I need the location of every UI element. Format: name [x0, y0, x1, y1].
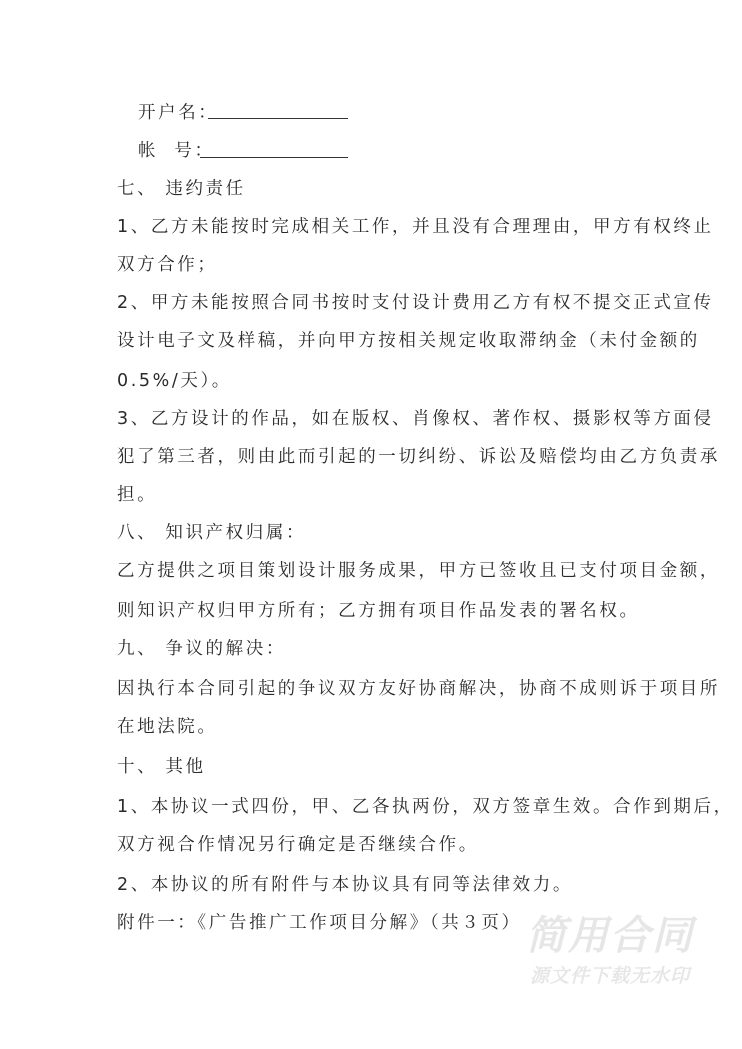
- section-7-clause-1: 1、乙方未能按时完成相关工作，并且没有合理理由，甲方有权终止: [117, 217, 714, 237]
- section-10-clause-1: 1、本协议一式四份，甲、乙各执两份，双方签章生效。合作到期后，: [117, 797, 734, 817]
- section-7-clause-3-cont: 犯了第三者，则由此而引起的一切纠纷、诉讼及赔偿均由乙方负责承: [117, 447, 720, 467]
- attachment-line: 附件一：《广告推广工作项目分解》（共３页）: [117, 913, 522, 933]
- section-7-clause-3: 3、乙方设计的作品，如在版权、肖像权、著作权、摄影权等方面侵: [117, 409, 714, 429]
- section-10-title: 十、 其他: [117, 757, 206, 777]
- section-9-body: 因执行本合同引起的争议双方友好协商解决，协商不成则诉于项目所: [117, 679, 720, 699]
- section-7-title: 七、 违约责任: [117, 179, 246, 199]
- section-7-clause-1-cont: 双方合作；: [117, 255, 218, 275]
- watermark-main: 简用合同: [526, 913, 694, 959]
- section-7-clause-2: 2、甲方未能按照合同书按时支付设计费用乙方有权不提交正式宣传: [117, 293, 714, 313]
- section-8-body: 乙方提供之项目策划设计服务成果，甲方已签收且已支付项目金额，: [117, 561, 720, 581]
- section-7-clause-2-cont2: 0.5%/天）。: [117, 371, 232, 391]
- section-8-body-cont: 则知识产权归甲方所有；乙方拥有项目作品发表的署名权。: [117, 601, 640, 621]
- account-number-blank[interactable]: [200, 157, 348, 158]
- account-name-label: 开户名：: [138, 103, 219, 123]
- section-10-clause-2: 2、本协议的所有附件与本协议具有同等法律效力。: [117, 875, 573, 895]
- section-7-clause-2-cont: 设计电子文及样稿，并向甲方按相关规定收取滞纳金（未付金额的: [117, 331, 700, 351]
- account-number-row: [138, 139, 215, 163]
- section-7-clause-3-cont2: 担。: [117, 485, 158, 505]
- watermark-sub: 源文件下载无水印: [529, 965, 690, 987]
- section-9-body-cont: 在地法院。: [117, 717, 218, 737]
- account-name-blank[interactable]: [208, 118, 348, 119]
- section-8-title: 八、 知识产权归属：: [117, 523, 307, 543]
- section-9-title: 九、 争议的解决：: [117, 639, 286, 659]
- section-10-clause-1-cont: 双方视合作情况另行确定是否继续合作。: [117, 835, 479, 855]
- watermark: [505, 913, 715, 989]
- account-number-label: 帐 号：: [138, 141, 215, 161]
- account-name-row: [138, 101, 218, 125]
